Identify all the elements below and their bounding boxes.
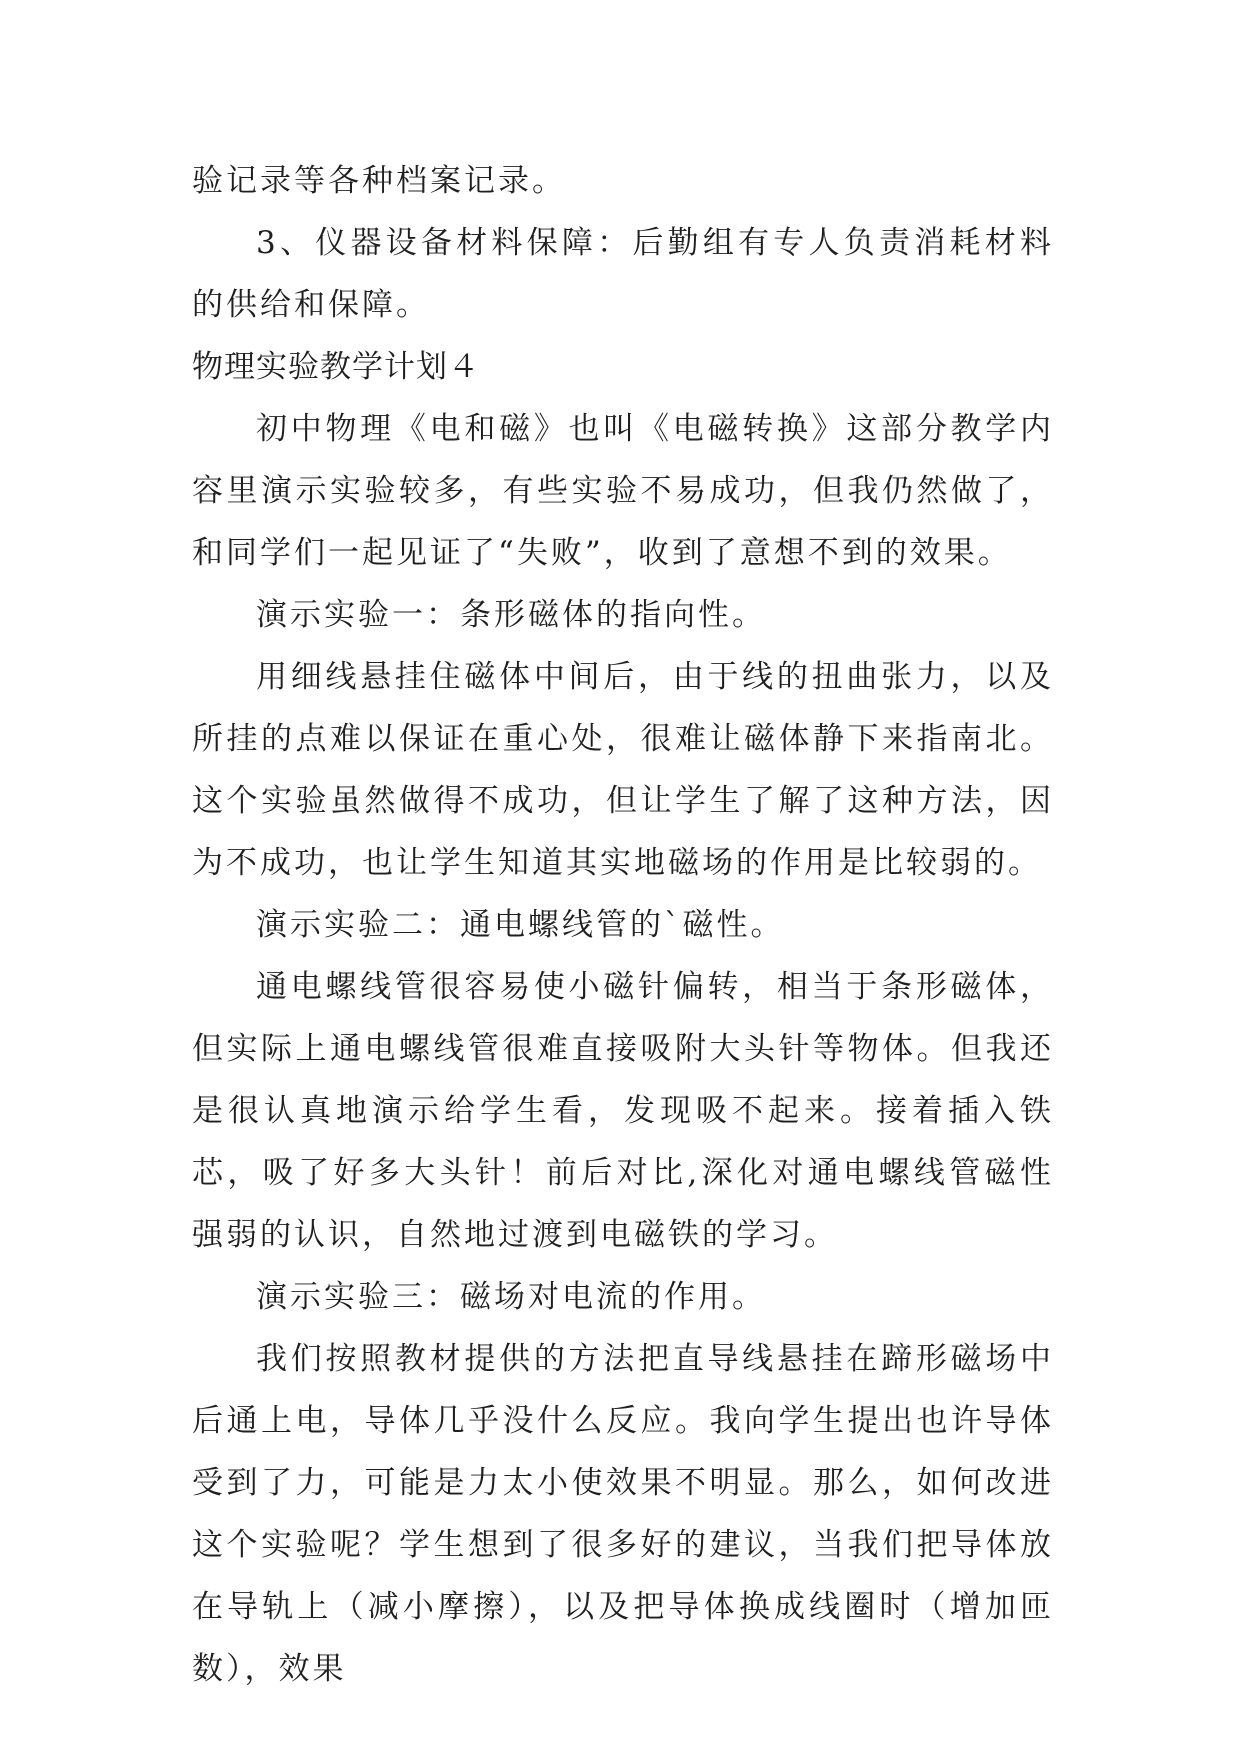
paragraph-experiment-1-body: 用细线悬挂住磁体中间后，由于线的扭曲张力，以及所挂的点难以保证在重心处，很难让磁体静下来指南北。这个实验虽然做得不成功，但让学生了解了这种方法，因为不成功，也让学生知道其实地磁场的作用是比较弱的。 bbox=[192, 659, 1054, 881]
paragraph-equipment-guarantee: 3、仪器设备材料保障：后勤组有专人负责消耗材料的供给和保障。 bbox=[192, 225, 1054, 323]
section-heading: 物理实验教学计划４ bbox=[192, 349, 480, 385]
paragraph-experiment-2-title: 演示实验二：通电螺线管的`磁性。 bbox=[256, 907, 785, 943]
paragraph-intro: 初中物理《电和磁》也叫《电磁转换》这部分教学内容里演示实验较多，有些实验不易成功，但我仍然做了，和同学们一起见证了“失败”，收到了意想不到的效果。 bbox=[192, 411, 1054, 571]
paragraph-experiment-3-title: 演示实验三：磁场对电流的作用。 bbox=[256, 1279, 766, 1315]
document-body bbox=[192, 150, 1054, 1700]
paragraph-experiment-1-title: 演示实验一：条形磁体的指向性。 bbox=[256, 597, 766, 633]
paragraph-continuation: 验记录等各种档案记录。 bbox=[192, 163, 566, 199]
paragraph-experiment-3-body: 我们按照教材提供的方法把直导线悬挂在蹄形磁场中后通上电，导体几乎没什么反应。我向学生提出也许导体受到了力，可能是力太小使效果不明显。那么，如何改进这个实验呢？学生想到了很多好的建议，当我们把导体放在导轨上（减小摩擦），以及把导体换成线圈时（增加匝数），效果 bbox=[192, 1341, 1054, 1687]
paragraph-experiment-2-body: 通电螺线管很容易使小磁针偏转，相当于条形磁体，但实际上通电螺线管很难直接吸附大头针等物体。但我还是很认真地演示给学生看，发现吸不起来。接着插入铁芯，吸了好多大头针！前后对比,深化对通电螺线管磁性强弱的认识，自然地过渡到电磁铁的学习。 bbox=[192, 969, 1054, 1253]
